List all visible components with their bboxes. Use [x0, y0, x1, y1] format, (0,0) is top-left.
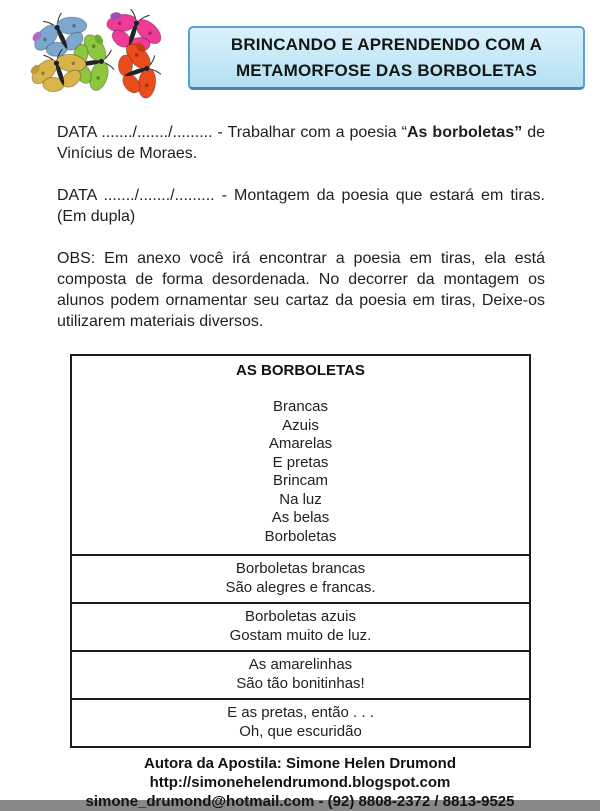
page-header — [0, 0, 600, 112]
paragraph-obs: OBS: Em anexo você irá encontrar a poesia em tiras, ela está composta de forma desordenada. No decorrer da montagem os alunos podem ornamentar seu cartaz da poesia em tiras, Deixe-os utilizarem materiais diversos. — [57, 250, 545, 330]
poem-row-amarelinhas: As amarelinhas São tão bonitinhas! — [72, 650, 529, 698]
poem-title: AS BORBOLETAS — [236, 362, 365, 379]
poem-table — [70, 354, 531, 748]
paragraph-data-1-pre: DATA ......./......./......... - Trabalhar com a poesia “ — [57, 124, 407, 141]
title-box — [188, 26, 585, 90]
poem-row-header — [72, 356, 529, 554]
orange-butterfly-icon — [109, 35, 167, 107]
body-text — [57, 122, 545, 748]
poem-row-azuis: Borboletas azuis Gostam muito de luz. — [72, 602, 529, 650]
butterflies-clipart-icon — [22, 10, 174, 104]
poem-row-pretas: E as pretas, então . . . Oh, que escuridão — [72, 698, 529, 746]
paragraph-data-1-bold: As borboletas” — [406, 124, 523, 141]
paragraph-data-2: DATA ......./......./......... - Montagem da poesia que estará em tiras. (Em dupla) — [57, 187, 545, 225]
poem-stanza-1: Brancas Azuis Amarelas E pretas Brincam Na luz As belas Borboletas — [264, 398, 337, 545]
poem-row-brancas: Borboletas brancas São alegres e francas. — [72, 554, 529, 602]
page-footer: Autora da Apostila: Simone Helen Drumond http://simonehelendrumond.blogspot.com simone_drumond@hotmail.com - (92) 8808-2372 / 8813-9525 — [85, 755, 515, 810]
page-title-line2: METAMORFOSE DAS BORBOLETAS — [235, 60, 538, 80]
page-title-line1: BRINCANDO E APRENDENDO COM A — [230, 34, 543, 54]
paragraph-data-1-post: de Vinícius de Moraes. — [57, 124, 546, 162]
paragraph-data-1 — [57, 122, 545, 164]
